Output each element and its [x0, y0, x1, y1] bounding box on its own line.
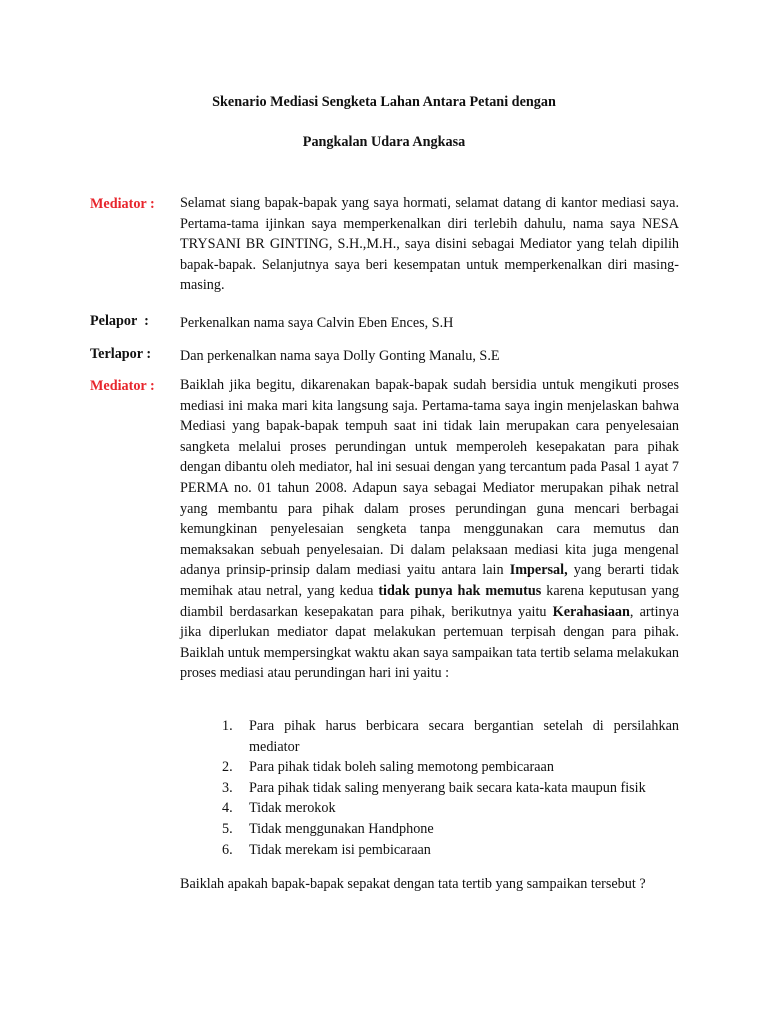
explanation-text-4: , artinya jika diperlukan mediator dapat melakukan pertemuan terpisah dengan para pihak. Baiklah untuk mempersingkat waktu akan saya sampaikan tata tertib selama melakukan proses mediasi atau perundingan hari ini yaitu : — [180, 603, 679, 682]
dialogue-text-terlapor: Dan perkenalkan nama saya Dolly Gonting Manalu, S.E — [180, 348, 500, 364]
dialogue-text-mediator-explanation — [180, 375, 679, 684]
rule-item — [222, 798, 679, 819]
rule-number: 5. — [222, 820, 233, 837]
explanation-text-3: karena keputusan yang diambil berdasarkan kesepakatan para pihak, berikutnya yaitu — [180, 582, 679, 620]
rule-number: 2. — [222, 759, 233, 776]
rule-text: Tidak menggunakan Handphone — [249, 820, 434, 837]
speaker-label-pelapor: Pelapor : — [90, 313, 149, 329]
explanation-text-2: yang berarti tidak memihak atau netral, yang kedua — [180, 562, 679, 599]
rule-text: Tidak merokok — [249, 800, 336, 817]
rule-item — [222, 778, 679, 799]
document-title-line-2: Pangkalan Udara Angkasa — [302, 134, 466, 150]
rule-item — [222, 840, 679, 861]
document-title-line-1: Skenario Mediasi Sengketa Lahan Antara Petani dengan — [212, 94, 556, 110]
principle-impersal: Impersal, — [509, 562, 568, 579]
rule-item — [222, 819, 679, 840]
speaker-label-mediator-2: Mediator : — [90, 378, 155, 394]
principle-confidentiality: Kerahasiaan — [552, 603, 630, 620]
rule-number: 6. — [222, 841, 233, 858]
rule-number: 1. — [222, 718, 233, 734]
rule-text: Para pihak harus berbicara secara bergantian setelah di persilahkan mediator — [249, 718, 679, 755]
speaker-label-mediator: Mediator : — [90, 196, 155, 212]
speaker-label-terlapor: Terlapor : — [90, 346, 152, 362]
rule-number: 4. — [222, 800, 233, 817]
closing-question: Baiklah apakah bapak-bapak sepakat dengan tata tertib yang sampaikan tersebut ? — [180, 876, 646, 892]
explanation-text-1: Baiklah jika begitu, dikarenakan bapak-bapak sudah bersidia untuk mengikuti proses mediasi ini maka mari kita langsung saja. Pertama-tama saya ingin menjelaskan bahwa Mediasi yang bapak-bapak tempuh saat ini tidak lain merupakan cara penyelesaian sangketa melalui proses perundingan untuk memperoleh kesepakatan para pihak dengan dibantu oleh mediator, hal ini sesuai dengan yang tercantum pada Pasal 1 ayat 7 PERMA no. 01 tahun 2008. Adapun saya sebagai Mediator merupakan pihak netral yang membantu para pihak dalam proses perundingan guna mencari berbagai kemungkinan penyelesaian sengketa tanpa menggunakan cara memutus dan memaksakan sebuah penyelesaian. Di dalam pelaksaan mediasi kita juga mengenal adanya prinsip-prinsip dalam mediasi yaitu antara lain — [180, 377, 679, 579]
rule-number: 3. — [222, 779, 233, 796]
dialogue-text-mediator-opening: Selamat siang bapak-bapak yang saya hormati, selamat datang di kantor mediasi saya. Pertama-tama ijinkan saya memperkenalkan diri terlebih dahulu, nama saya NESA TRYSANI BR GINTING, S.H.,M.H., saya disini sebagai Mediator yang telah dipilih bapak-bapak. Selanjutnya saya beri kesempatan untuk memperkenalkan diri masing-masing. — [180, 195, 679, 294]
rule-item — [222, 716, 679, 757]
rules-list — [222, 716, 679, 860]
principle-no-right-to-decide: tidak punya hak memutus — [378, 582, 542, 599]
rule-text: Para pihak tidak boleh saling memotong pembicaraan — [249, 759, 554, 776]
rule-item — [222, 757, 679, 778]
dialogue-text-pelapor: Perkenalkan nama saya Calvin Eben Ences, S.H — [180, 315, 454, 331]
rule-text: Tidak merekam isi pembicaraan — [249, 841, 431, 858]
rule-text: Para pihak tidak saling menyerang baik secara kata-kata maupun fisik — [249, 779, 646, 796]
